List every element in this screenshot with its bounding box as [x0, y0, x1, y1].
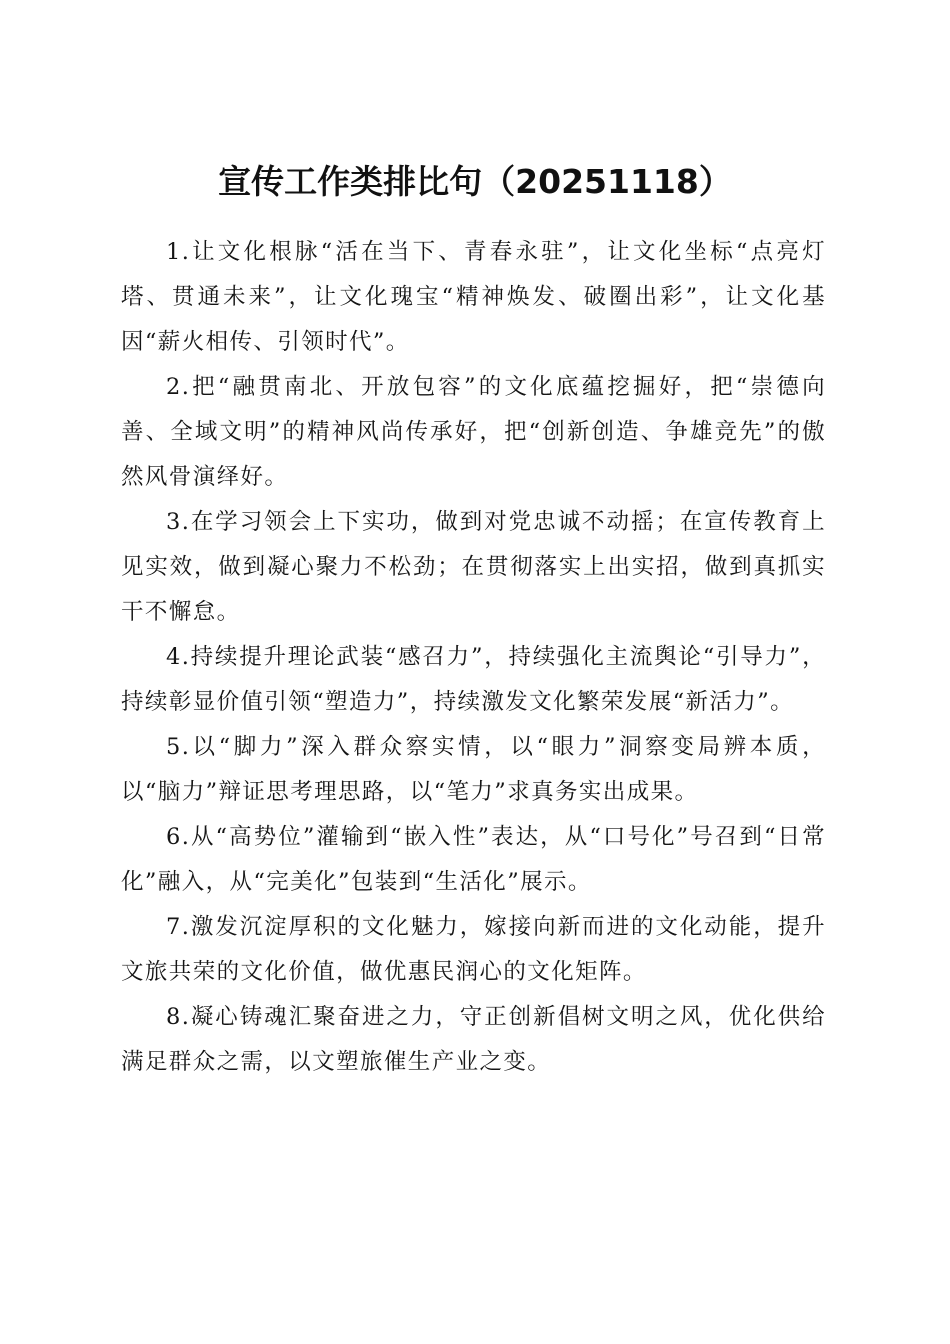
paragraph-2: 2.把“融贯南北、开放包容”的文化底蕴挖掘好，把“崇德向善、全域文明”的精神风尚传承好，把“创新创造、争雄竞先”的傲然风骨演绎好。	[121, 374, 826, 490]
paragraph-7: 7.激发沉淀厚积的文化魅力，嫁接向新而进的文化动能，提升文旅共荣的文化价值，做优惠民润心的文化矩阵。	[121, 914, 826, 985]
paragraph-4: 4.持续提升理论武装“感召力”，持续强化主流舆论“引导力”，持续彰显价值引领“塑造力”，持续激发文化繁荣发展“新活力”。	[121, 644, 826, 715]
paragraph-6: 6.从“高势位”灌输到“嵌入性”表达，从“口号化”号召到“日常化”融入，从“完美化”包装到“生活化”展示。	[121, 824, 826, 895]
paragraph-8: 8.凝心铸魂汇聚奋进之力，守正创新倡树文明之风，优化供给满足群众之需，以文塑旅催生产业之变。	[121, 1004, 826, 1075]
document-body	[121, 230, 826, 1085]
paragraph-5: 5.以“脚力”深入群众察实情，以“眼力”洞察变局辨本质，以“脑力”辩证思考理思路，以“笔力”求真务实出成果。	[121, 734, 826, 805]
paragraph-3: 3.在学习领会上下实功，做到对党忠诚不动摇；在宣传教育上见实效，做到凝心聚力不松劲；在贯彻落实上出实招，做到真抓实干不懈怠。	[121, 509, 826, 625]
document-title: 宣传工作类排比句（20251118）	[218, 162, 732, 202]
paragraph-1: 1.让文化根脉“活在当下、青春永驻”，让文化坐标“点亮灯塔、贯通未来”，让文化瑰宝“精神焕发、破圈出彩”，让文化基因“薪火相传、引领时代”。	[121, 239, 826, 355]
